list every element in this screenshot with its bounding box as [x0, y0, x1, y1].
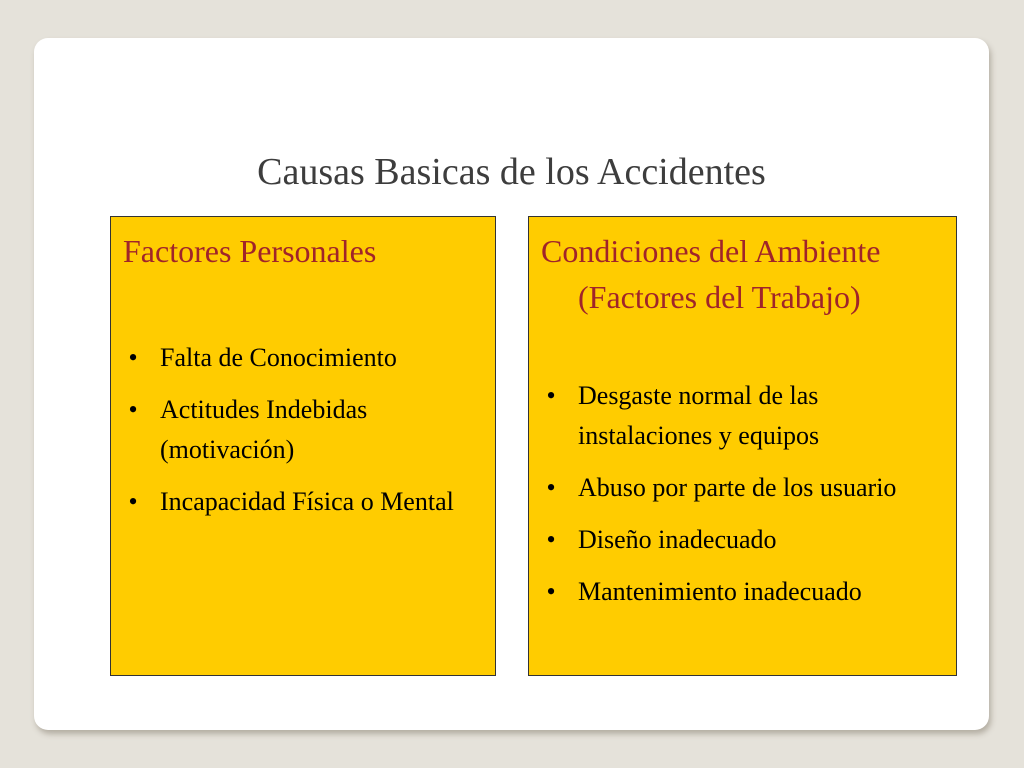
slide-title: Causas Basicas de los Accidentes	[257, 151, 766, 193]
environment-conditions-list	[541, 376, 941, 624]
list-item-text: Incapacidad Física o Mental	[160, 487, 454, 516]
list-item-text: Desgaste normal de las instalaciones y equipos	[578, 381, 820, 450]
personal-factors-box	[110, 216, 496, 676]
bullet-icon: •	[546, 577, 556, 606]
bullet-icon: •	[128, 343, 138, 372]
list-item-text: Actitudes Indebidas (motivación)	[160, 395, 368, 464]
list-item	[123, 338, 483, 378]
list-item-text: Falta de Conocimiento	[160, 343, 397, 372]
environment-conditions-heading: Condiciones del Ambiente (Factores del Trabajo)	[541, 233, 881, 315]
personal-factors-heading: Factores Personales	[123, 233, 377, 269]
slide	[34, 38, 989, 730]
list-item-text: Diseño inadecuado	[578, 525, 777, 554]
list-item-text: Abuso por parte de los usuario	[578, 473, 897, 502]
bullet-icon: •	[546, 381, 556, 410]
environment-conditions-box	[528, 216, 957, 676]
bullet-icon: •	[546, 525, 556, 554]
bullet-icon: •	[128, 395, 138, 424]
bullet-icon: •	[128, 487, 138, 516]
list-item	[541, 468, 941, 508]
personal-factors-list	[123, 338, 483, 534]
list-item	[541, 376, 941, 456]
list-item-text: Mantenimiento inadecuado	[578, 577, 862, 606]
list-item	[123, 482, 483, 522]
list-item	[541, 520, 941, 560]
bullet-icon: •	[546, 473, 556, 502]
list-item	[123, 390, 483, 470]
list-item	[541, 572, 941, 612]
